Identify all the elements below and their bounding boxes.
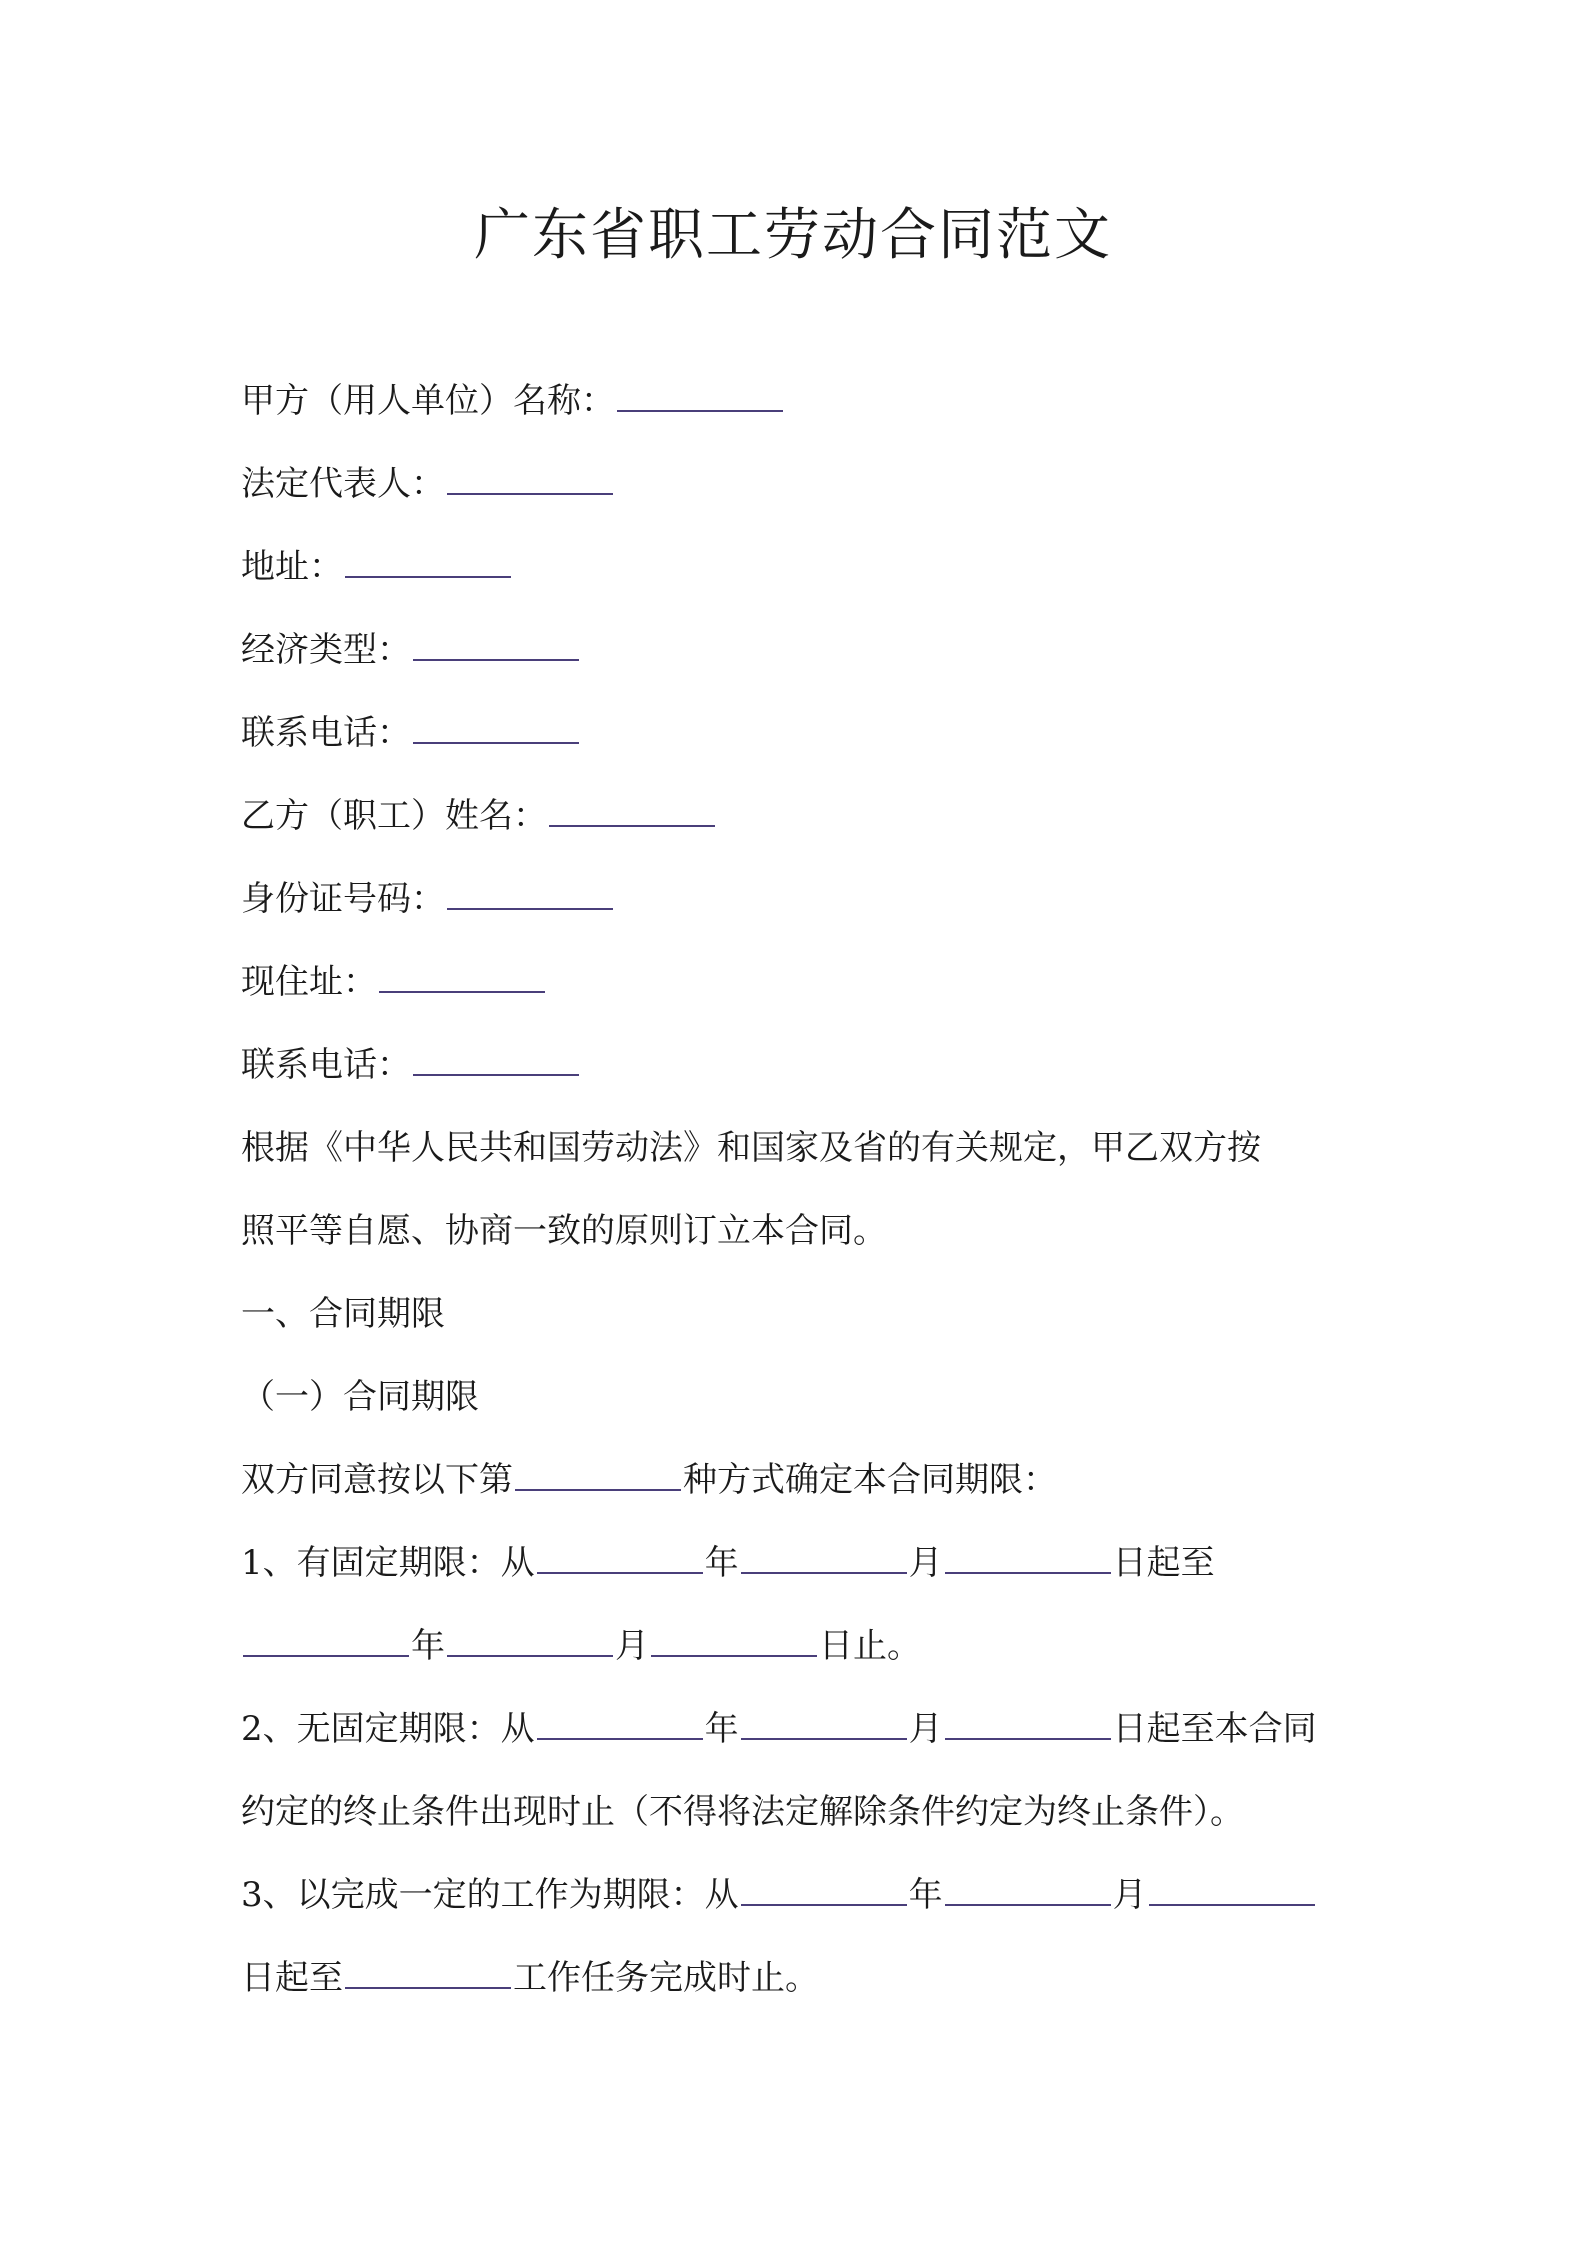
task-term-start-year-blank[interactable] xyxy=(741,1876,907,1906)
residence-line xyxy=(241,941,1353,1024)
year-label: 年 xyxy=(411,1626,445,1666)
fixed-term-end-month-blank[interactable] xyxy=(447,1627,613,1657)
fixed-term-end-day-blank[interactable] xyxy=(651,1627,817,1657)
day-end-label: 日止。 xyxy=(819,1626,921,1666)
economic-type-blank[interactable] xyxy=(413,631,579,661)
residence-blank[interactable] xyxy=(379,963,545,993)
term-choice-blank[interactable] xyxy=(515,1461,681,1491)
document-title: 广东省职工劳动合同范文 xyxy=(474,203,1112,268)
task-term-line-2 xyxy=(241,1937,1353,2020)
preamble-line-2: 照平等自愿、协商一致的原则订立本合同。 xyxy=(241,1211,887,1251)
task-term-suffix: 工作任务完成时止。 xyxy=(513,1958,819,1998)
party-a-phone-blank[interactable] xyxy=(413,714,579,744)
legal-rep-line xyxy=(241,443,1353,526)
year-label: 年 xyxy=(908,1875,943,1915)
address-line xyxy=(241,526,1353,609)
year-label: 年 xyxy=(704,1709,739,1749)
economic-type-line xyxy=(241,609,1353,692)
address-label: 地址： xyxy=(241,547,343,587)
month-label: 月 xyxy=(1112,1875,1147,1915)
party-a-phone-line xyxy=(241,692,1353,775)
address-blank[interactable] xyxy=(345,548,511,578)
party-b-name-label: 乙方（职工）姓名： xyxy=(241,796,547,836)
party-a-phone-label: 联系电话： xyxy=(241,713,411,753)
section-heading: 一、合同期限 xyxy=(241,1294,445,1334)
term-choice-line xyxy=(241,1439,1353,1522)
residence-label: 现住址： xyxy=(241,962,377,1002)
open-term-prefix: 2、无固定期限：从 xyxy=(241,1709,535,1749)
id-number-line xyxy=(241,858,1353,941)
party-b-name-line xyxy=(241,775,1353,858)
month-label: 月 xyxy=(615,1626,649,1666)
fixed-term-start-year-blank[interactable] xyxy=(537,1544,703,1574)
section-subheading: （一）合同期限 xyxy=(241,1377,479,1417)
party-a-name-line xyxy=(241,360,1353,443)
fixed-term-end-year-blank[interactable] xyxy=(243,1627,409,1657)
document-body xyxy=(241,360,1353,2020)
open-term-start-day-blank[interactable] xyxy=(945,1710,1111,1740)
month-label: 月 xyxy=(908,1709,943,1749)
party-b-phone-label: 联系电话： xyxy=(241,1045,411,1085)
party-b-name-blank[interactable] xyxy=(549,797,715,827)
day-to-label: 日起至 xyxy=(241,1958,343,1998)
open-term-start-month-blank[interactable] xyxy=(741,1710,907,1740)
party-a-name-label: 甲方（用人单位）名称： xyxy=(241,381,615,421)
task-term-prefix: 3、以完成一定的工作为期限：从 xyxy=(241,1875,739,1915)
fixed-term-start-day-blank[interactable] xyxy=(945,1544,1111,1574)
day-to-label: 日起至本合同 xyxy=(1112,1709,1317,1749)
task-term-task-blank[interactable] xyxy=(345,1959,511,1989)
economic-type-label: 经济类型： xyxy=(241,630,411,670)
term-choice-prefix: 双方同意按以下第 xyxy=(241,1460,513,1500)
party-b-phone-blank[interactable] xyxy=(413,1046,579,1076)
party-a-name-blank[interactable] xyxy=(617,382,783,412)
id-number-blank[interactable] xyxy=(447,880,613,910)
open-term-line-1 xyxy=(241,1688,1353,1771)
fixed-term-line-2 xyxy=(241,1605,1353,1688)
party-b-phone-line xyxy=(241,1024,1353,1107)
task-term-start-day-blank[interactable] xyxy=(1149,1876,1315,1906)
open-term-start-year-blank[interactable] xyxy=(537,1710,703,1740)
fixed-term-prefix: 1、有固定期限：从 xyxy=(241,1543,535,1583)
legal-rep-label: 法定代表人： xyxy=(241,464,445,504)
id-number-label: 身份证号码： xyxy=(241,879,445,919)
month-label: 月 xyxy=(908,1543,943,1583)
term-choice-suffix: 种方式确定本合同期限： xyxy=(683,1460,1057,1500)
fixed-term-line-1 xyxy=(241,1522,1353,1605)
fixed-term-start-month-blank[interactable] xyxy=(741,1544,907,1574)
preamble-line-1: 根据《中华人民共和国劳动法》和国家及省的有关规定，甲乙双方按 xyxy=(241,1128,1261,1168)
task-term-start-month-blank[interactable] xyxy=(945,1876,1111,1906)
legal-rep-blank[interactable] xyxy=(447,465,613,495)
open-term-line-2: 约定的终止条件出现时止（不得将法定解除条件约定为终止条件）。 xyxy=(241,1792,1244,1832)
task-term-line-1 xyxy=(241,1854,1353,1937)
day-to-label: 日起至 xyxy=(1112,1543,1215,1583)
year-label: 年 xyxy=(704,1543,739,1583)
